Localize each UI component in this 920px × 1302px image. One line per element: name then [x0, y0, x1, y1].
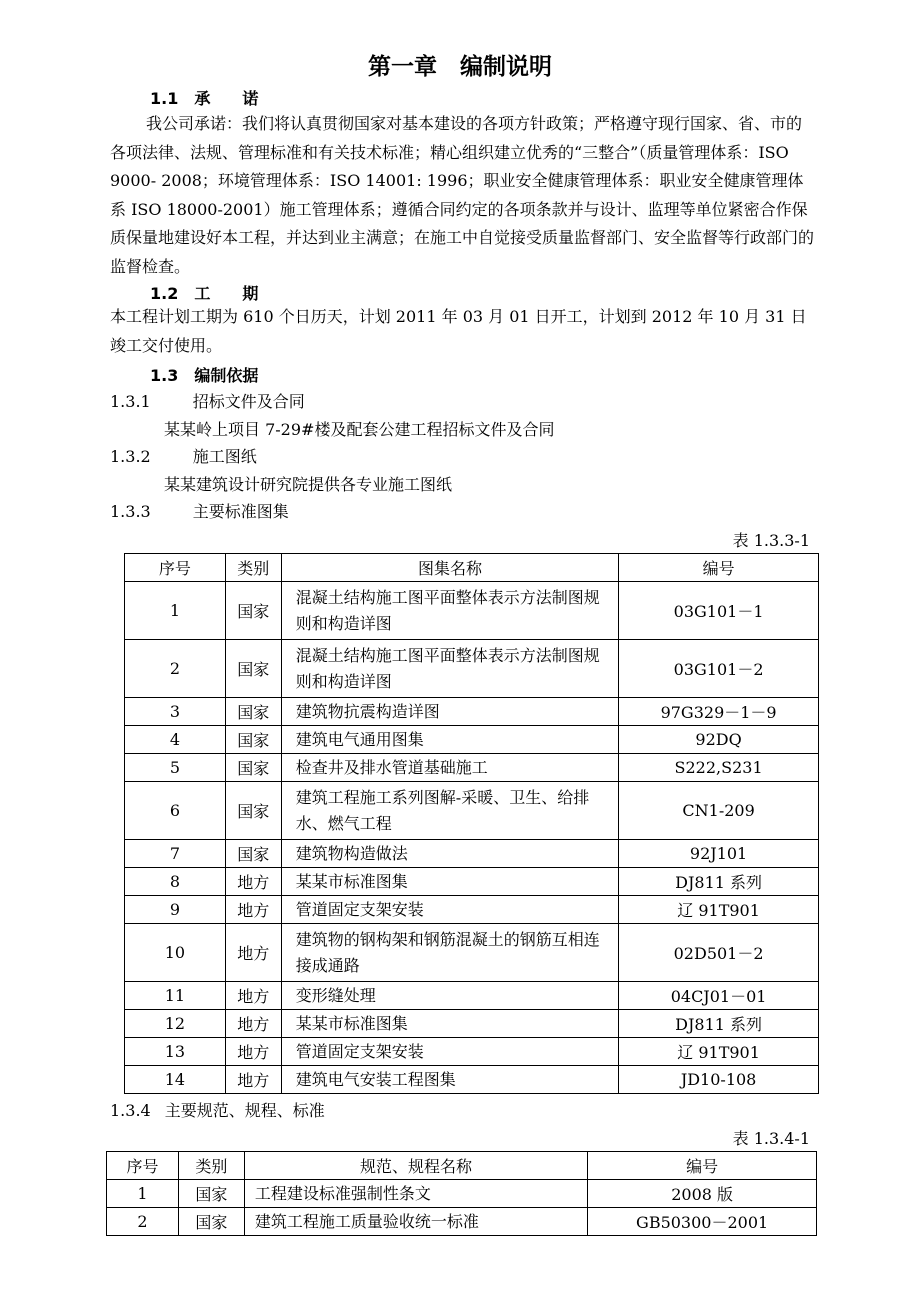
- cell-code: 03G101－2: [619, 640, 819, 698]
- header-category: 类别: [225, 554, 281, 582]
- table-2-caption: 表 1.3.4-1: [732, 1129, 810, 1148]
- subsection-label: 招标文件及合同: [192, 392, 305, 411]
- cell-category: 地方: [225, 1010, 281, 1038]
- table-row: [125, 1066, 819, 1094]
- section-1-1-body: 我公司承诺：我们将认真贯彻国家对基本建设的各项方针政策；严格遵守现行国家、省、市的各项法律、法规、管理标准和有关技术标准；精心组织建立优秀的“三整合”（质量管理体系：ISO 9000- 2008；环境管理体系：ISO 14001: 1996；职业安全健康管理体系：职业安全健康管理体系 ISO 18000-2001）施工管理体系；遵循合同约定的各项条款并与设计、监理等单位紧密合作保质保量地建设好本工程，并达到业主满意；在施工中自觉接受质量监督部门、安全监督等行政部门的监督检查。: [110, 114, 815, 276]
- cell-code: DJ811 系列: [619, 1010, 819, 1038]
- table-row: [125, 982, 819, 1010]
- cell-name: 某某市标准图集: [281, 868, 618, 896]
- table-row: [125, 1038, 819, 1066]
- cell-no: 14: [125, 1066, 226, 1094]
- table-row: [125, 640, 819, 698]
- cell-no: 1: [107, 1180, 179, 1208]
- cell-category: 国家: [225, 640, 281, 698]
- standard-atlas-table: [124, 553, 819, 1094]
- cell-category: 地方: [225, 868, 281, 896]
- cell-name: 混凝土结构施工图平面整体表示方法制图规则和构造详图: [281, 582, 618, 640]
- cell-code: 92J101: [619, 840, 819, 868]
- cell-no: 5: [125, 754, 226, 782]
- cell-no: 8: [125, 868, 226, 896]
- cell-name: 管道固定支架安装: [281, 1038, 618, 1066]
- cell-name: 检查井及排水管道基础施工: [281, 754, 618, 782]
- cell-category: 国家: [225, 698, 281, 726]
- subsection-number: 1.3.4: [110, 1101, 151, 1120]
- cell-category: 地方: [225, 896, 281, 924]
- cell-code: 02D501－2: [619, 924, 819, 982]
- cell-code: 03G101－1: [619, 582, 819, 640]
- regulations-table: [106, 1151, 817, 1236]
- cell-no: 10: [125, 924, 226, 982]
- cell-code: 04CJ01－01: [619, 982, 819, 1010]
- table-row: [125, 840, 819, 868]
- cell-name: 建筑工程施工质量验收统一标准: [244, 1208, 587, 1236]
- cell-category: 国家: [178, 1180, 244, 1208]
- subsection-1-3-1-content: 某某岭上项目 7-29#楼及配套公建工程招标文件及合同: [164, 420, 555, 439]
- subsection-label: 主要规范、规程、标准: [164, 1101, 325, 1120]
- header-name: 图集名称: [281, 554, 618, 582]
- subsection-1-3-3: [110, 499, 289, 522]
- cell-category: 地方: [225, 1038, 281, 1066]
- cell-code: CN1-209: [619, 782, 819, 840]
- cell-no: 6: [125, 782, 226, 840]
- table-header-row: [125, 554, 819, 582]
- cell-no: 13: [125, 1038, 226, 1066]
- header-no: 序号: [107, 1152, 179, 1180]
- subsection-1-3-4: [110, 1098, 325, 1121]
- cell-code: S222,S231: [619, 754, 819, 782]
- cell-code: GB50300－2001: [588, 1208, 817, 1236]
- cell-code: JD10-108: [619, 1066, 819, 1094]
- cell-no: 2: [125, 640, 226, 698]
- cell-category: 地方: [225, 1066, 281, 1094]
- table-1-caption: 表 1.3.3-1: [732, 531, 810, 550]
- table-row: [125, 868, 819, 896]
- cell-name: 建筑电气安装工程图集: [281, 1066, 618, 1094]
- cell-category: 国家: [225, 754, 281, 782]
- subsection-1-3-1: [110, 389, 305, 412]
- header-no: 序号: [125, 554, 226, 582]
- cell-category: 国家: [225, 582, 281, 640]
- cell-category: 地方: [225, 982, 281, 1010]
- cell-name: 建筑电气通用图集: [281, 726, 618, 754]
- subsection-label: 主要标准图集: [192, 502, 289, 521]
- cell-name: 管道固定支架安装: [281, 896, 618, 924]
- cell-code: 97G329－1－9: [619, 698, 819, 726]
- table-row: [125, 896, 819, 924]
- header-category: 类别: [178, 1152, 244, 1180]
- cell-category: 地方: [225, 924, 281, 982]
- subsection-1-3-2: [110, 444, 257, 467]
- subsection-number: 1.3.1: [110, 392, 151, 411]
- cell-name: 变形缝处理: [281, 982, 618, 1010]
- table-row: [107, 1208, 817, 1236]
- cell-category: 国家: [225, 726, 281, 754]
- table-row: [125, 754, 819, 782]
- table-row: [125, 924, 819, 982]
- cell-name: 建筑物抗震构造详图: [281, 698, 618, 726]
- cell-code: 2008 版: [588, 1180, 817, 1208]
- cell-no: 4: [125, 726, 226, 754]
- cell-no: 12: [125, 1010, 226, 1038]
- cell-code: 辽 91T901: [619, 1038, 819, 1066]
- table-row: [125, 582, 819, 640]
- table-row: [125, 1010, 819, 1038]
- cell-name: 建筑物的钢构架和钢筋混凝土的钢筋互相连接成通路: [281, 924, 618, 982]
- header-code: 编号: [619, 554, 819, 582]
- table-row: [125, 698, 819, 726]
- table-row: [107, 1180, 817, 1208]
- section-1-2-body: 本工程计划工期为 610 个日历天，计划 2011 年 03 月 01 日开工，计划到 2012 年 10 月 31 日竣工交付使用。: [110, 307, 807, 355]
- cell-name: 建筑工程施工系列图解-采暖、卫生、给排水、燃气工程: [281, 782, 618, 840]
- cell-code: 辽 91T901: [619, 896, 819, 924]
- header-code: 编号: [588, 1152, 817, 1180]
- cell-no: 3: [125, 698, 226, 726]
- cell-code: DJ811 系列: [619, 868, 819, 896]
- cell-no: 9: [125, 896, 226, 924]
- header-name: 规范、规程名称: [244, 1152, 587, 1180]
- subsection-number: 1.3.2: [110, 447, 151, 466]
- subsection-number: 1.3.3: [110, 502, 151, 521]
- section-1-2-heading: 1.2 工 期: [150, 284, 259, 303]
- cell-no: 2: [107, 1208, 179, 1236]
- cell-no: 11: [125, 982, 226, 1010]
- cell-no: 7: [125, 840, 226, 868]
- subsection-label: 施工图纸: [192, 447, 257, 466]
- cell-name: 混凝土结构施工图平面整体表示方法制图规则和构造详图: [281, 640, 618, 698]
- table-row: [125, 726, 819, 754]
- subsection-1-3-2-content: 某某建筑设计研究院提供各专业施工图纸: [164, 475, 453, 494]
- cell-no: 1: [125, 582, 226, 640]
- section-1-1-heading: 1.1 承 诺: [150, 89, 259, 108]
- chapter-title: 第一章 编制说明: [368, 54, 552, 80]
- table-header-row: [107, 1152, 817, 1180]
- cell-name: 某某市标准图集: [281, 1010, 618, 1038]
- cell-code: 92DQ: [619, 726, 819, 754]
- cell-category: 国家: [225, 782, 281, 840]
- cell-category: 国家: [178, 1208, 244, 1236]
- cell-category: 国家: [225, 840, 281, 868]
- cell-name: 工程建设标准强制性条文: [244, 1180, 587, 1208]
- table-row: [125, 782, 819, 840]
- section-1-3-heading: 1.3 编制依据: [150, 366, 259, 385]
- cell-name: 建筑物构造做法: [281, 840, 618, 868]
